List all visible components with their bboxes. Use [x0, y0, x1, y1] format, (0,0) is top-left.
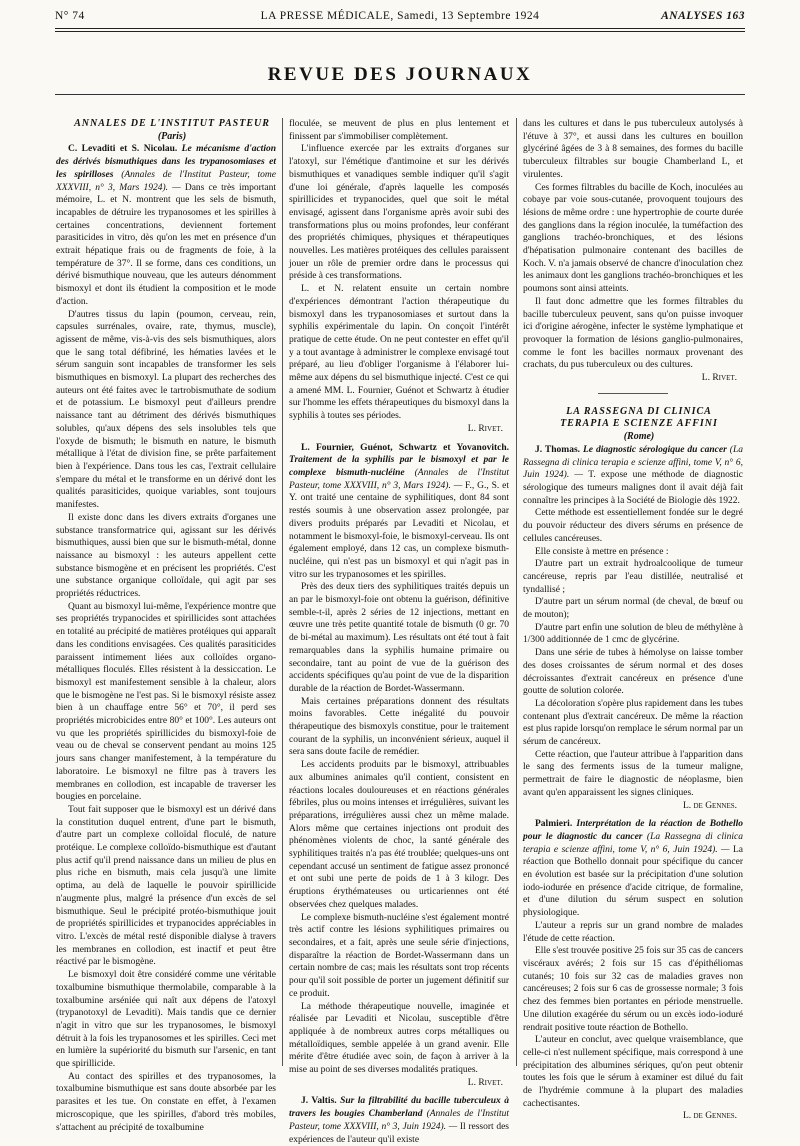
signature: L. Rivet.	[467, 1077, 503, 1088]
article-reference: (Annales de l'Institut Pasteur, tome XXXVIII, n° 3, Mars 1924). —	[289, 467, 510, 491]
paragraph: Cette méthode est essentiellement fondée sur le degré du pouvoir réducteur des divers sérums en présence de cellules cancéreuses.	[523, 508, 743, 544]
paragraph: dans les cultures et dans le pus tuberculeux autolysés à l'étuve à 37°, et aussi dans les cultures en bouillon glycériné âgées de 3 à 8 semaines, des formes du bacille tuberculeux filtrables sur bougie Chamberland L, et virulentes.	[523, 119, 743, 180]
paragraph: Quant au bismoxyl lui-même, l'expérience montre que ses propriétés trypanocides et spirillicides sont attachées en totalité au précipité de matières protéiques qui apparaît dans les conditions envisagées. Ces qualités parasiticides paraissent intimement liées aux colloïdes organo-métalliques floculés. Elles résistent à la dessiccation. Le bismoxyl est manifestement sensible à la chaleur, alors que le bismogène ne l'est pas. Si le bismoxyl résiste assez bien à un chauffage entre 56° et 70°, il perd ses propriétés microbicides entre 80° et 100°. Les auteurs ont vu que les propriétés spirillicides du bismoxyl-foie de veau ou de cheval se conservent pendant au moins 125 jours sans changer manifestement, à la température du laboratoire. Le bismoxyl ne filtre pas à travers les membranes en collodion, est incapable de traverser les bougies en porcelaine.	[56, 601, 276, 803]
paragraph: Elle s'est trouvée positive 25 fois sur 35 cas de cancers viscéraux avérés; 2 fois sur 15 cas d'épithéliomas cutanés; 10 fois sur 32 cas de maladies graves non cancéreuses; 2 fois sur 6 cas de grossesse normale; 3 fois chez des femmes bien portantes en période menstruelle. Une dilution exagérée du sérum ou un excès iodo-ioduré rendrait positive toute réaction de Bothello.	[523, 946, 744, 1033]
paragraph: La réaction que Bothello donnait pour spécifique du cancer en évolution est basée sur la précipitation d'une solution iodo-iodurée en présence d'acide citrique, de formaline, et d'une dilution du sérum suspect en solution physiologique.	[523, 844, 743, 919]
journal-heading: TERAPIA E SCIENZE AFFINI	[560, 418, 718, 430]
article-thomas	[523, 444, 743, 508]
signature: L. Rivet.	[467, 423, 503, 434]
title-rule	[55, 94, 745, 95]
article-reference: (Annales de l'Institut Pasteur, tome XXXVIII, n° 3, Mars 1924). —	[56, 169, 277, 193]
journal-heading: LA RASSEGNA DI CLINICA	[566, 405, 712, 417]
article-valtis	[289, 1095, 509, 1146]
column-3	[523, 118, 744, 1122]
paragraph: Il ressort des expériences de l'auteur qu'il existe	[289, 1121, 510, 1145]
paragraph: Dans une série de tubes à hémolyse on laisse tomber des doses croissantes de sérum normal et des doses décroissantes d'extrait cancéreux en présence d'une goutte de solution colorée.	[523, 648, 743, 697]
signature: L. de Gennes.	[682, 1111, 737, 1122]
signature: L. de Gennes.	[682, 800, 737, 811]
issue-number: N° 74	[55, 10, 85, 22]
article-title: Le diagnostic sérologique du cancer	[583, 444, 727, 455]
article-reference: (Annales de l'Institut Pasteur, tome XXXVIII, n° 3, Juin 1924). —	[289, 1109, 510, 1132]
paragraph: L'auteur en conclut, avec quelque vraisemblance, que celle-ci n'est nullement spécifique, mais correspond à une précipitation des albumines sériques, qu'on peut obtenir toutes les fois que le sérum à examiner est dilué du fait de l'hydrémie commune à la plupart des maladies cachectisantes.	[523, 1035, 743, 1109]
column-2	[289, 118, 510, 1145]
article-title: Le mécanisme d'action des dérivés bismuthiques dans les trypanosomiases et les spirilloses	[56, 144, 276, 180]
column-1	[56, 118, 277, 1133]
article-title: Traitement de la syphilis par le bismoxyl et par le complexe bismuth-nucléine	[289, 455, 509, 478]
paragraph: L'auteur a repris sur un grand nombre de malades l'étude de cette réaction.	[523, 920, 743, 944]
paragraph: D'autres tissus du lapin (poumon, cerveau, rein, capsules surrénales, ovaire, rate, thymus, muscle), agissent de même, vis-à-vis des sels bismuthiques, alors que le sang total défibriné, les hématies lavées et le sérum sanguin sont incapables de transformer les sels bismuthiques en bismoxyl. La plupart des recherches des auteurs ont été faites avec le tartrobismuthate de sodium et de potassium. Le bismoxyl peut d'ailleurs prendre naissance tant au détriment des dérivés bismuthiques solubles, qu'aux dépens des sels insolubles tels que l'oxyde de bismuth; le bismuth en nature, le bismuth métallique à l'état de division fine, se prête parfaitement bien à l'expérience. Dans tous les cas, l'extrait cellulaire s'empare du métal et le transforme en un dérivé dont les qualités parasiticides, quoique variables, sont toujours manifestes.	[56, 309, 276, 511]
running-header	[55, 10, 745, 26]
article-reference: (La Rassegna di clinica terapia e scienze affini, tome V, n° 6, Juin 1924). —	[523, 831, 743, 855]
paragraph: L'influence exercée par les extraits d'organes sur l'atoxyl, sur l'émétique d'antimoine et sur les dérivés bismuthiques et vanadiques semble indiquer qu'il s'agit d'une loi générale, d'après laquelle les composés spirillicides et trypanocides, quel que soit le métal envisagé, agissent dans l'organisme après avoir subi des transformations plus ou moins profondes, leur conférant des propriétés chimiques, physiques et thérapeutiques nouvelles. Les matières protéiques des cellules paraissent jouer un rôle de premier ordre dans le processus qui préside à ces transformations.	[289, 144, 509, 282]
journal-location: (Rome)	[623, 431, 655, 443]
paragraph: Cette réaction, que l'auteur attribue à l'apparition dans le sang des ferments issus de la tumeur maligne, permettrait de faire le diagnostic de néoplasme, bien avant qu'en apparaissent les signes cliniques.	[523, 749, 743, 798]
paragraph: F., G., S. et Y. ont traité une centaine de syphilitiques, dont 84 sont restés soumis à une observation assez prolongée, par divers produits préparés par Levaditi et Nicolau, et notamment le bismoxyl-foie, le bismoxyl-cerveau. Ils ont également employé, dans 12 cas, un complexe bismuth-nucléine, qui n'est pas un bismoxyl et qui n'agit pas in vitro sur les trypanosomes et les spirilles.	[289, 480, 509, 580]
paragraph: Il existe donc dans les divers extraits d'organes une substance transformatrice qui, agissant sur les dérivés bismuthiques, aussi bien que sur le bismuth-métal, donne naissance au bismoxyl : les auteurs appellent cette substance bismogène et en précisent les propriétés. C'est une substance organique colloïdale, qui agit par ses propriétés réductrices.	[56, 512, 276, 600]
paragraph: D'autre part enfin une solution de bleu de méthylène à 1/300 additionnée de 1 cmc de glycérine.	[523, 622, 743, 646]
paragraph: floculée, se meuvent de plus en plus lentement et finissent par s'immobiliser complètement.	[289, 119, 509, 142]
journal-location: (Paris)	[157, 130, 187, 142]
paragraph: Mais certaines préparations donnent des résultats moins favorables. Cette inégalité du pouvoir thérapeutique des bismoxyls constitue, pour le traitement courant de la syphilis, un inconvénient sérieux, auquel il sera sans doute facile de remédier.	[289, 696, 509, 758]
paragraph: T. expose une méthode de diagnostic sérologique des tumeurs malignes dont il avait déjà fait connaître les principes à la Société de Biologie dès 1922.	[523, 470, 744, 506]
paragraph: Il faut donc admettre que les formes filtrables du bacille tuberculeux peuvent, sans qu'on puisse invoquer ici d'origine aérogène, infecter le système lymphatique et provoquer la formation de lésions ganglio-pulmonaires, comme le font les bacilles normaux provenant des crachats, du pus tuberculeux ou des cultures.	[523, 296, 743, 371]
paragraph: Tout fait supposer que le bismoxyl est un dérivé dans la constitution duquel entrent, d'une part le bismuth, d'autre part un complexe colloïdal floculé, de nature protéique. Le complexe colloïdo-bismuthique est d'autant plus actif qu'il prend naissance dans un milieu de plus en plus riche en bismuth, mais cela jusqu'à une limite optima, au delà de laquelle le pouvoir spirillicide n'augmente plus, malgré la présence d'un excès de sel bismuthique. Seul le précipité protéo-bismuthique jouit de propriétés spirillicides et trypanocides appréciables in vitro. L'excès de métal resté disponible dialyse à travers les membranes en collodion, est inactif et peut être réactivé par le bismogène.	[56, 804, 276, 968]
paragraph: Le bismoxyl doit être considéré comme une véritable toxalbumine bismuthique thermolabile, comparable à la toxalbumine arséniée qui naît aux dépens de l'atoxyl (trypanotoxyl de Levaditi). Mais tandis que ce dernier n'agit in vitro que sur les trypanosomes, le bismoxyl détruit à la fois les trypanosomes et les spirilles. Ceci met en lumière la supériorité du bismuth sur l'arsenic, en tant que spirillicide.	[56, 970, 276, 1070]
paragraph: D'autre part un sérum normal (de cheval, de bœuf ou de mouton);	[523, 597, 743, 621]
paragraph: Dans ce très important mémoire, L. et N. montrent que les sels de bismuth, incapables de détruire les trypanosomes et les spirilles à certaines concentrations, deviennent fortement parasiticides in vitro, dès qu'on les met en présence d'un extrait hépatique frais ou de fragments de foie, à la température de 37°. Il se forme, dans ces conditions, un dérivé bismuthique nouveau, que les auteurs dénomment bismoxyl et dont ils étudient la composition et le mode d'action.	[56, 182, 276, 307]
journal-date-line: LA PRESSE MÉDICALE, Samedi, 13 Septembre 1924	[260, 10, 540, 22]
paragraph: La méthode thérapeutique nouvelle, imaginée et réalisée par Levaditi et Nicolau, susceptible d'être appliquée à de nombreux autres corps métalliques ou métalloïdiques, semble appelée à un grand avenir. Elle mérite d'être étudiée avec soin, de façon à arriver à la mise au point de ses diverses modalités pratiques.	[289, 1001, 509, 1076]
paragraph: Ces formes filtrables du bacille de Koch, inoculées au cobaye par voie sous-cutanée, provoquent toujours des lésions de même ordre : une hypertrophie de courte durée des ganglions dans la région inoculée, la tuméfaction des ganglions trachéo-bronchiques, et des lésions d'hépatisation pulmonaire contenant des bacilles de Koch. V. n'a jamais observé de chancre d'inoculation chez les animaux dont les ganglions trachéo-bronchiques et les poumons sont ainsi atteints.	[523, 182, 743, 295]
paragraph: Au contact des spirilles et des trypanosomes, la toxalbumine bismuthique est sans doute absorbée par les parasites et les tue. On constate en effet, à l'examen microscopique, que les spirilles, d'abord très mobiles, s'attachent au précipité de toxalbumine	[56, 1071, 276, 1133]
header-rule	[55, 28, 745, 29]
section-page: ANALYSES 163	[661, 10, 745, 22]
paragraph: Les accidents produits par le bismoxyl, attribuables aux albumines animales qu'il contient, consistent en réactions locales douloureuses et en réactions générales fébriles, plus ou moins intenses et irrégulières, suivant les préparations, irrégulières aussi chez un même malade. Alors même que certaines injections ont produit des phénomènes violents de choc, la santé générale des syphilitiques traités n'a pas été troublée; quelques-uns ont cependant accusé un sentiment de fatigue assez prononcé et ont subi une perte de poids de 1 à 3 kilogr. Des éruptions érythémateuses ou urticariennes ont été observées chez quelques malades.	[289, 760, 509, 910]
paragraph: Près des deux tiers des syphilitiques traités depuis un an par le bismoxyl-foie ont obtenu la guérison, définitive semble-t-il, après 2 séries de 12 injections, mettant en œuvre une très petite quantité totale de bismuth (0 gr. 70 de bi-métal au maximum). Les résultats ont été tout à fait remarquables dans la syphilis humaine primaire ou secondaire, tant au point de vue de la guérison des accidents spécifiques qu'au point de vue de la disparition durable de la réaction de Bordet-Wassermann.	[289, 582, 509, 694]
article-title: Interprétation de la réaction de Bothello pour le diagnostic du cancer	[523, 819, 743, 842]
article-fournier	[289, 442, 509, 582]
article-authors: J. Thomas.	[535, 444, 581, 455]
paragraph: L. et N. relatent ensuite un certain nombre d'expériences démontrant l'action thérapeutique du bismoxyl dans les trypanosomiases et surtout dans la syphilis expérimentale du lapin. On conçoit l'intérêt pratique de cette étude. On ne peut contester en effet qu'il y a tout avantage à administrer le complexe envisagé tout préparé, au lieu d'obliger l'organisme à l'élaborer lui-même aux dépens du sel bismuthique injecté. C'est ce qui a amené MM. L. Fournier, Guénot et Schwartz à étudier sur l'homme les effets thérapeutiques du bismoxyl dans la syphilis à toutes ses périodes.	[289, 284, 509, 422]
column-divider	[282, 118, 283, 1066]
paragraph: Elle consiste à mettre en présence :	[535, 546, 669, 557]
page-title: REVUE DES JOURNAUX	[267, 64, 533, 85]
signature: L. Rivet.	[701, 373, 737, 384]
article-authors: Palmieri.	[535, 819, 573, 830]
article-reference: (La Rassegna di clinica terapia e scienze affini, tome V, n° 6, Juin 1924). —	[523, 444, 743, 481]
article-authors: L. Fournier, Guénot, Schwartz et Yovanovitch.	[301, 442, 509, 453]
paragraph: D'autre part un extrait hydroalcoolique de tumeur cancéreuse, repris par l'eau distillée, neutralisé et tyndallisé ;	[523, 559, 743, 595]
journal-heading: ANNALES DE L'INSTITUT PASTEUR	[74, 118, 270, 129]
article-authors: C. Levaditi et S. Nicolau.	[68, 144, 178, 155]
article-title: Sur la filtrabilité du bacille tuberculeux à travers les bougies Chamberland	[289, 1096, 509, 1120]
header-rule	[55, 31, 745, 32]
section-divider	[598, 393, 668, 394]
column-divider	[516, 118, 517, 1066]
article-palmieri	[523, 818, 743, 920]
paragraph: Le complexe bismuth-nucléine s'est également montré très actif contre les lésions syphilitiques primaires ou secondaires, et a fait, après une seule série d'injections, disparaître la réaction de Bordet-Wassermann dans un certain nombre de cas; mais les résultats sont trop récents pour qu'il soit possible de porter un jugement définitif sur ce produit.	[289, 912, 509, 999]
article-authors: J. Valtis.	[301, 1096, 337, 1107]
paragraph: La décoloration s'opère plus rapidement dans les tubes contenant plus d'extrait cancéreux. De même la réaction est plus rapide lorsqu'on remplace le sérum normal par un sérum de cancéreux.	[523, 698, 743, 748]
article-levaditi	[56, 143, 276, 308]
